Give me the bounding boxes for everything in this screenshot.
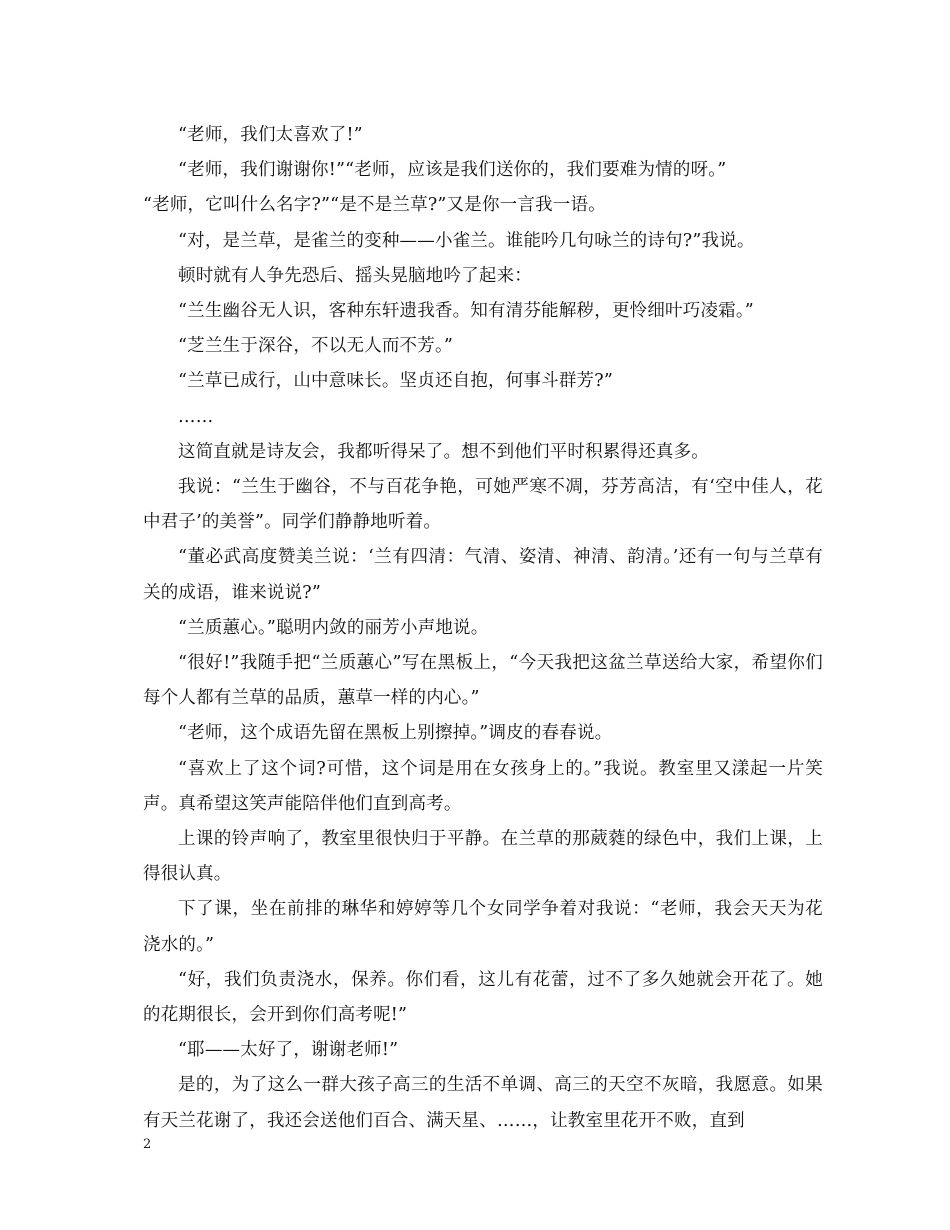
paragraph: “喜欢上了这个词?可惜，这个词是用在女孩身上的。”我说。教室里又漾起一片笑声。真希望这笑声能陪伴他们直到高考。 — [143, 758, 823, 814]
ellipsis-line: …… — [178, 406, 214, 427]
paragraph: 我说：“兰生于幽谷，不与百花争艳，可她严寒不凋，芬芳高洁，有‘空中佳人，花中君子’的美誉”。同学们静静地听着。 — [143, 477, 823, 533]
paragraph: “好，我们负责浇水，保养。你们看，这儿有花蕾，过不了多久她就会开花了。她的花期很长，会开到你们高考呢!” — [143, 969, 823, 1026]
page-number: 2 — [143, 1137, 152, 1152]
paragraph: “老师，这个成语先留在黑板上别擦掉。”调皮的春春说。 — [178, 723, 613, 744]
paragraph: “兰质蕙心。”聪明内敛的丽芳小声地说。 — [178, 617, 489, 638]
paragraph: 顿时就有人争先恐后、摇头晃脑地吟了起来： — [178, 265, 532, 286]
poem-line: “芝兰生于深谷，不以无人而不芳。” — [178, 336, 454, 357]
paragraph: 下了课，坐在前排的琳华和婷婷等几个女同学争着对我说：“老师，我会天天为花浇水的。” — [143, 899, 823, 955]
paragraph: 这简直就是诗友会，我都听得呆了。想不到他们平时积累得还真多。 — [178, 441, 709, 462]
poem-line: “兰生幽谷无人识，客种东轩遗我香。知有清芬能解秽，更怜细叶巧凌霜。” — [178, 301, 754, 322]
paragraph: “董必武高度赞美兰说：‘兰有四清：气清、姿清、神清、韵清。’还有一句与兰草有关的成语，谁来说说?” — [143, 547, 823, 603]
paragraph: “对，是兰草，是雀兰的变种——小雀兰。谁能吟几句咏兰的诗句?”我说。 — [178, 230, 755, 251]
paragraph: “老师，我们太喜欢了!” — [178, 125, 363, 145]
poem-line: “兰草已成行，山中意味长。坚贞还自抱，何事斗群芳?” — [178, 371, 613, 392]
article-body — [143, 118, 823, 1139]
paragraph: 是的，为了这么一群大孩子高三的生活不单调、高三的天空不灰暗，我愿意。如果有天兰花谢了，我还会送他们百合、满天星、……，让教室里花开不败，直到 — [143, 1075, 823, 1131]
paragraph: “耶——太好了，谢谢老师!” — [178, 1040, 399, 1061]
paragraph: “老师，我们谢谢你!”“老师，应该是我们送你的，我们要难为情的呀。” — [178, 160, 727, 181]
paragraph: “很好!”我随手把“兰质蕙心”写在黑板上，“今天我把这盆兰草送给大家，希望你们每个人都有兰草的品质，蕙草一样的内心。” — [143, 653, 823, 709]
paragraph: “老师，它叫什么名字?”“是不是兰草?”又是你一言我一语。 — [143, 195, 606, 216]
paragraph: 上课的铃声响了，教室里很快归于平静。在兰草的那葳蕤的绿色中，我们上课，上得很认真。 — [143, 829, 823, 885]
